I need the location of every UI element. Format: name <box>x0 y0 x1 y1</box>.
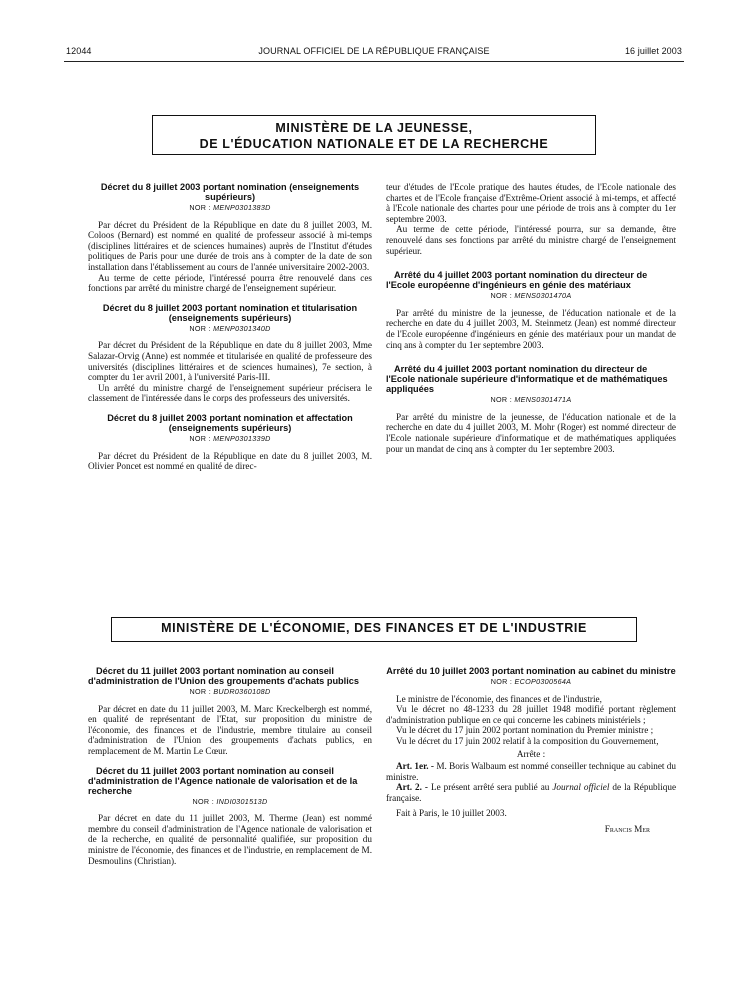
nor-label: NOR : <box>189 433 211 443</box>
nor-code: MENS0301471A <box>514 395 572 405</box>
header-rule <box>64 61 684 62</box>
nor-code: MENP0301383D <box>213 203 271 212</box>
nor-code: INDI0301513D <box>216 796 268 806</box>
article-label: Art. 2. - <box>396 782 428 793</box>
paragraph: Par arrêté du ministre de la jeunesse, de l'éducation nationale et de la recherche en date du 4 juillet 2003, M. Steinmetz (Jean) est nommé directeur de l'Ecole européenne d'ingénieurs en génie des matériaux pour un mandat de cinq ans à compter du 1er septembre 2003. <box>386 307 676 350</box>
arrete-title: Arrêté du 4 juillet 2003 portant nomination du directeur de l'Ecole européenne d'ingénieurs en génie des matériaux <box>386 270 648 291</box>
nor-code: ECOP0300564A <box>514 677 572 686</box>
journal-name: Journal officiel <box>552 782 610 793</box>
nor-label: NOR : <box>192 796 214 806</box>
article-text: Le présent arrêté sera publié au <box>430 782 550 793</box>
column-right-ministry2 <box>386 666 676 835</box>
nor-reference <box>88 797 372 808</box>
nor-reference <box>386 291 676 302</box>
nor-label: NOR : <box>490 677 513 686</box>
paragraph: Un arrêté du ministre chargé de l'enseignement supérieur précisera le classement de l'intéressée dans le corps des professeurs des universités. <box>88 382 372 404</box>
nor-reference <box>88 687 372 698</box>
paragraph: Au terme de cette période, l'intéressé pourra, sur sa demande, être renouvelé dans ses fonctions par arrêté du ministre chargé de l'enseignement supérieur. <box>386 224 676 256</box>
ministry-name-line1: MINISTÈRE DE L'ÉCONOMIE, DES FINANCES ET DE L'INDUSTRIE <box>161 621 587 635</box>
paragraph: Vu le décret du 17 juin 2002 portant nomination du Premier ministre ; <box>396 725 654 736</box>
nor-label: NOR : <box>189 687 211 696</box>
nor-label: NOR : <box>189 323 211 333</box>
paragraph: Par arrêté du ministre de la jeunesse, de l'éducation nationale et de la recherche en date du 4 juillet 2003, M. Mohr (Roger) est nommé directeur de l'Ecole nationale supérieure d'informatique et de mathématiques appliquées pour un mandat de cinq ans à compter du 1er septembre 2003. <box>386 411 676 454</box>
issue-date: 16 juillet 2003 <box>624 46 682 56</box>
nor-reference <box>88 434 372 445</box>
article-text: de la République française. <box>386 782 677 803</box>
decree-title: Décret du 8 juillet 2003 portant nomination et affectation (enseignements supérieurs) <box>107 412 353 433</box>
arrete-formula: Arrête : <box>516 748 546 759</box>
nor-code: BUDR0360108D <box>213 687 271 696</box>
article-text: M. Boris Walbaum est nommé conseiller technique au cabinet du ministre. <box>386 761 676 782</box>
nor-code: MENP0301340D <box>213 323 271 333</box>
nor-reference <box>88 324 372 335</box>
decree-title: Décret du 8 juillet 2003 portant nomination (enseignements supérieurs) <box>100 182 360 202</box>
signing-place-date: Fait à Paris, le 10 juillet 2003. <box>396 807 507 818</box>
ministry-header-box <box>111 617 637 642</box>
article-2 <box>386 782 676 803</box>
arrete-title: Arrêté du 10 juillet 2003 portant nomination au cabinet du ministre <box>386 666 676 676</box>
nor-label: NOR : <box>490 395 512 405</box>
journal-title: JOURNAL OFFICIEL DE LA RÉPUBLIQUE FRANÇAISE <box>258 46 490 56</box>
paragraph: Par décret du Président de la République en date du 8 juillet 2003, M. Coloos (Bernard) est nommé en qualité de professeur associé à mi-temps (disciplines littéraires et de sciences humaines) auprès de l'Institut d'études politiques de Paris pour une durée de trois ans à compter de la date de son installation dans l'établissement au cours de l'année universitaire 2002-2003. <box>88 219 372 272</box>
nor-reference <box>386 677 676 688</box>
nor-reference <box>386 395 676 406</box>
nor-code: MENP0301339D <box>213 433 271 443</box>
decree-title: Décret du 11 juillet 2003 portant nomination au conseil d'administration de l'Agence nationale de valorisation et de la recherche <box>88 765 358 796</box>
arrete-title: Arrêté du 4 juillet 2003 portant nomination du directeur de l'Ecole nationale supérieure d'informatique et de mathématiques appliquées <box>386 364 668 395</box>
paragraph: Par décret en date du 11 juillet 2003, M. Therme (Jean) est nommé membre du conseil d'administration de l'Agence nationale de valorisation et de la recherche, en qualité de personnalité qualifiée, sur proposition du ministre de l'économie, des finances et de l'industrie, en remplacement de M. Desmoulins (Christian). <box>88 813 372 866</box>
paragraph: Le ministre de l'économie, des finances et de l'industrie, <box>396 693 602 704</box>
paragraph: Vu le décret no 48-1233 du 28 juillet 1948 modifié portant règlement d'administration publique en ce qui concerne les cabinets ministériels ; <box>386 704 676 725</box>
column-left-ministry1 <box>88 182 372 472</box>
decree-title: Décret du 11 juillet 2003 portant nomination au conseil d'administration de l'Union des groupements d'achats publics <box>88 666 359 686</box>
paragraph: Vu le décret du 17 juin 2002 relatif à la composition du Gouvernement, <box>396 735 659 746</box>
ministry-name-line2: DE L'ÉDUCATION NATIONALE ET DE LA RECHERCHE <box>199 137 549 151</box>
article-label: Art. 1er. - <box>396 761 434 772</box>
ministry-header-box <box>152 115 596 155</box>
column-right-ministry1 <box>386 182 676 454</box>
paragraph: Au terme de cette période, l'intéressé pourra être renouvelé dans ces fonctions par arrêté du ministre chargé de l'enseignement supérieur. <box>88 272 372 294</box>
nor-label: NOR : <box>189 203 211 212</box>
column-left-ministry2 <box>88 666 372 866</box>
paragraph: Par décret en date du 11 juillet 2003, M. Marc Kreckelbergh est nommé, en qualité de représentant de l'Etat, sur proposition du ministre de l'économie, des finances et de l'industrie, membre titulaire au conseil d'administration de l'Union des groupements d'achats publics, en remplacement de M. Martin Le Cœur. <box>88 703 372 756</box>
ministry-name-line1: MINISTÈRE DE LA JEUNESSE, <box>275 121 473 135</box>
paragraph: Par décret du Président de la République en date du 8 juillet 2003, Mme Salazar-Orvig (Anne) est nommée et titularisée en qualité de professeure des universités (disciplines littéraires et de sciences humaines), 7e section, à compter du 1er avril 2001, à l'université Paris-III. <box>88 340 372 383</box>
nor-label: NOR : <box>490 291 512 301</box>
nor-reference <box>88 203 372 214</box>
nor-code: MENS0301470A <box>514 291 572 301</box>
paragraph: Par décret du Président de la République en date du 8 juillet 2003, M. Olivier Poncet est nommé en qualité de direc- <box>88 450 372 472</box>
decree-title: Décret du 8 juillet 2003 portant nomination et titularisation (enseignements supérieurs) <box>102 302 358 323</box>
page-number: 12044 <box>66 46 92 56</box>
paragraph: teur d'études de l'Ecole pratique des hautes études, de l'Ecole nationale des chartes et de l'Ecole française d'Extrême-Orient associé à mi-temps, et affecté à l'Ecole nationale des chartes pour une période de trois ans à compter du 1er septembre 2003. <box>386 182 676 224</box>
article-1 <box>386 761 676 782</box>
signatory: Francis Mer <box>604 824 650 835</box>
